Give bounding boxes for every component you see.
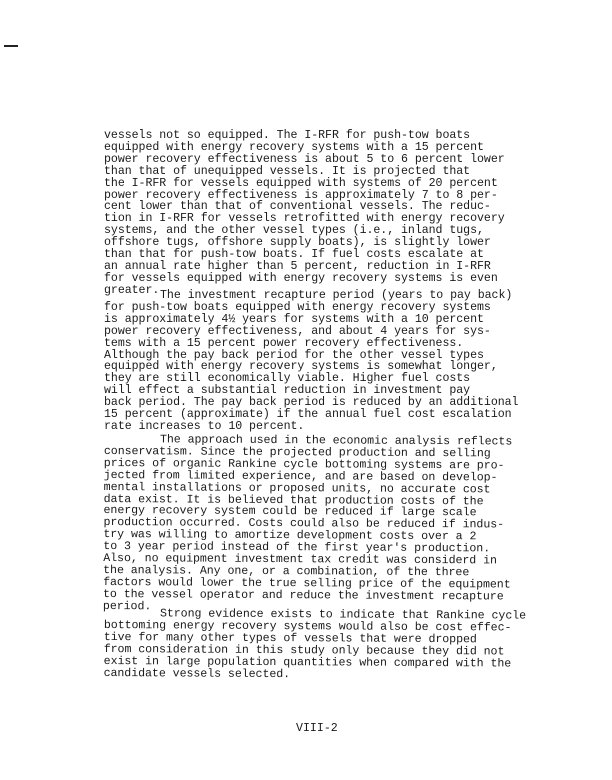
text-line: power recovery effectiveness is about 5 to 6 percent lower xyxy=(104,152,505,166)
text-line: the I-RFR for vessels equipped with systems of 20 percent xyxy=(104,176,498,190)
text-line: for vessels equipped with energy recovery systems is even xyxy=(104,271,498,285)
text-line: vessels not so equipped. The I-RFR for push-tow boats xyxy=(104,129,471,142)
text-line: The approach used in the economic analysis reflects xyxy=(159,433,513,449)
text-line: cent lower than that of conventional vessels. The reduc- xyxy=(104,200,491,214)
text-line: tems with a 15 percent power recovery effectiveness. xyxy=(104,336,464,350)
text-line: than that of unequipped vessels. It is projected that xyxy=(104,164,471,178)
text-line: equipped with energy recovery systems with a 15 percent xyxy=(104,140,484,154)
text-line: back period. The pay back period is reduced by an additional xyxy=(104,396,519,410)
text-line: Although the pay back period for the other vessel types xyxy=(104,348,484,362)
text-line: exist in large population quantities when compared with the xyxy=(103,654,512,671)
text-line: 15 percent (approximate) if the annual fuel cost escalation xyxy=(104,408,512,422)
text-line: mental installations or proposed units, no accurate cost xyxy=(103,480,491,496)
text-line: for push-tow boats equipped with energy recovery systems xyxy=(104,300,491,314)
text-line: equipped with energy recovery systems is somewhat longer, xyxy=(104,360,498,374)
paragraph-other-vessels xyxy=(103,607,527,682)
text-line: The investment recapture period (years to pay back) xyxy=(160,289,513,302)
text-line: systems, and the other vessel types (i.e., inland tugs, xyxy=(104,224,484,238)
page-number: VIII-2 xyxy=(296,722,338,735)
text-line: Also, no equipment investment tax credit was considerd in xyxy=(103,552,498,568)
text-line: an annual rate higher than 5 percent, reduction in I-RFR xyxy=(104,259,491,273)
paragraph-investment-recapture xyxy=(104,289,519,433)
text-line: try was willing to amortize development costs over a 2 xyxy=(103,528,477,544)
text-line: from consideration in this study only because they did not xyxy=(103,642,505,659)
text-line: period. xyxy=(102,599,152,613)
text-line: than that for push-tow boats. If fuel costs escalate at xyxy=(104,248,484,262)
text-line: to the vessel operator and reduce the investment recapture xyxy=(102,587,504,604)
text-line: tion in I-RFR for vessels retrofitted with energy recovery xyxy=(104,212,505,226)
paragraph-economic-approach xyxy=(103,434,514,615)
text-line: is approximately 4½ years for systems with a 10 percent xyxy=(104,312,484,326)
text-line: rate increases to 10 percent. xyxy=(104,419,305,433)
text-line: offshore tugs, offshore supply boats), is slightly lower xyxy=(104,236,491,250)
text-line: greater. xyxy=(104,283,160,297)
text-line: power recovery effectiveness, and about 4 years for sys- xyxy=(104,324,491,338)
text-line: data exist. It is believed that production costs of the xyxy=(103,492,484,508)
text-line: factors would lower the true selling price of the equipment xyxy=(103,575,511,592)
text-line: bottoming energy recovery systems would also be cost effec- xyxy=(103,618,512,635)
text-line: will effect a substantial reduction in investment pay xyxy=(104,384,471,398)
text-line: they are still economically viable. Higher fuel costs xyxy=(104,372,471,386)
margin-mark xyxy=(4,45,18,47)
text-line: prices of organic Rankine cycle bottoming systems are pro- xyxy=(103,456,505,473)
text-line: Strong evidence exists to indicate that Rankine cycle xyxy=(159,607,527,623)
text-line: power recovery effectiveness is approximately 7 to 8 per- xyxy=(104,188,498,202)
text-line: the analysis. Any one, or a combination, of the three xyxy=(103,563,470,580)
text-line: candidate vessels selected. xyxy=(103,666,291,681)
paragraph-fuel-cost-reduction xyxy=(104,130,514,297)
text-line: production occurred. Costs could also be reduced if indus- xyxy=(103,516,505,532)
text-line: energy recovery system could be reduced if large scale xyxy=(103,504,477,520)
text-line: tive for many other types of vessels that were dropped xyxy=(103,630,477,647)
text-line: jected from limited experience, and are based on develop- xyxy=(103,468,498,485)
text-line: to 3 year period instead of the first year's production. xyxy=(103,540,491,556)
text-line: conservatism. Since the projected production and selling xyxy=(103,444,491,461)
